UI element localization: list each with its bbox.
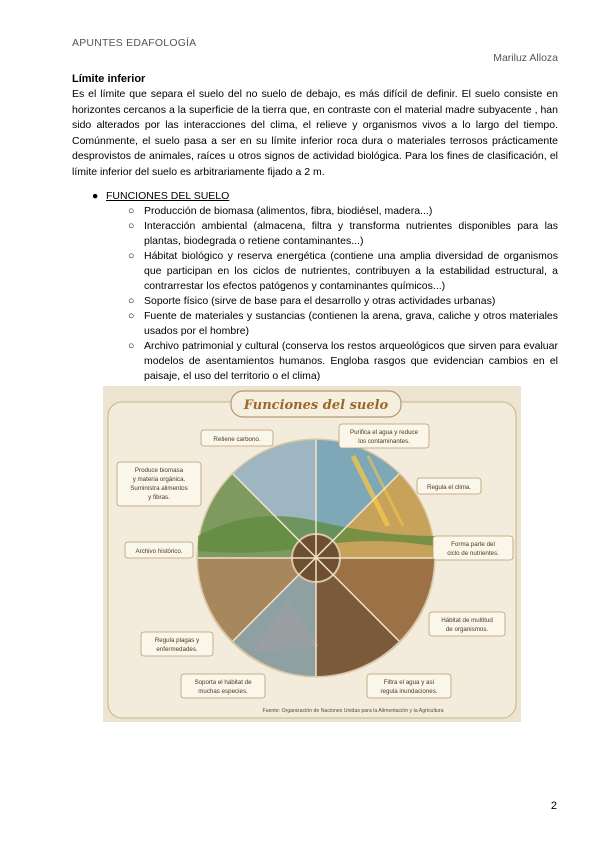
label-habitat-1: Hábitat de multitud [441, 617, 493, 624]
circle-bullet-icon: ○ [128, 220, 135, 232]
soil-wheel [198, 440, 434, 676]
label-plagas-1: Regula plagas y [154, 637, 200, 644]
label-filtra-1: Filtra el agua y así [383, 679, 435, 686]
list-item-text: Interacción ambiental (almacena, filtra y transforma nutrientes disponibles para las plantas, biodegrada o retiene contaminantes...) [144, 220, 558, 247]
label-plagas-2: enfermedades. [156, 646, 198, 653]
circle-bullet-icon: ○ [128, 205, 135, 217]
section-paragraph: Es el límite que separa el suelo del no suelo de debajo, es más difícil de definir. El suelo consiste en horizontes cercanos a la superficie de la tierra que, en contraste con el material madre subyacente , han sido alterados por las interacciones del clima, el relieve y organismos vivos a lo largo del tiempo. Comúnmente, el suelo pasa a ser en su límite inferior roca dura o materiales terrosos prácticamente desprovistos de animales, raíces u otros signos de actividad biológica. Para los fines de clasificación, el límite inferior del suelo es arbitrariamente fijado a 2 m. [72, 88, 558, 178]
label-ciclo-2: ciclo de nutrientes. [447, 550, 499, 557]
label-soporta-2: muchas especies. [198, 688, 248, 695]
label-produce-4: y fibras. [148, 494, 170, 501]
section-title: Límite inferior [72, 73, 146, 85]
page-number: 2 [550, 800, 557, 812]
bullet-icon: ● [92, 190, 99, 202]
soil-functions-infographic [103, 386, 521, 722]
circle-bullet-icon: ○ [128, 340, 135, 352]
list-item-text: Fuente de materiales y sustancias (contienen la arena, grava, caliche y otros materiales usados por el hombre) [144, 310, 558, 337]
list-item-text: Soporte físico (sirve de base para el desarrollo y otras actividades urbanas) [144, 295, 496, 307]
label-retiene: Retiene carbono. [213, 436, 261, 443]
circle-bullet-icon: ○ [128, 295, 135, 307]
label-purifica-1: Purifica el agua y reduce [349, 429, 419, 436]
functions-heading [92, 190, 229, 202]
label-purifica-2: los contaminantes. [358, 438, 410, 445]
list-item-text: Hábitat biológico y reserva energética (contiene una amplia diversidad de organismos que participan en los ciclos de nutrientes, contribuyen a la estabilidad estructural, a contrarrestar los efectos patógenos y contaminantes químicos...) [144, 250, 558, 292]
label-produce-1: Produce biomasa [134, 467, 184, 474]
figure-title: Funciones del suelo [243, 398, 389, 413]
functions-list [128, 204, 558, 384]
list-item [128, 204, 558, 219]
list-item [128, 309, 558, 339]
functions-heading-label: FUNCIONES DEL SUELO [106, 190, 230, 202]
circle-bullet-icon: ○ [128, 310, 135, 322]
header-title: APUNTES EDAFOLOGÍA [72, 37, 197, 49]
label-archivo: Archivo histórico. [135, 548, 183, 555]
label-filtra-2: regula inundaciones. [380, 688, 438, 695]
list-item-text: Producción de biomasa (alimentos, fibra, biodiésel, madera...) [144, 205, 433, 217]
label-soporta-1: Soporta el hábitat de [194, 679, 252, 686]
circle-bullet-icon: ○ [128, 250, 135, 262]
header-author: Mariluz Alloza [493, 52, 558, 64]
label-produce-3: Suministra alimentos [130, 485, 188, 492]
list-item [128, 219, 558, 249]
label-habitat-2: de organismos. [445, 626, 489, 633]
list-item [128, 339, 558, 384]
list-item [128, 294, 558, 309]
figure-source: Fuente: Organización de Naciones Unidas para la Alimentación y la Agricultura [262, 708, 444, 714]
list-item [128, 249, 558, 294]
label-produce-2: y materia orgánica. [132, 476, 186, 483]
list-item-text: Archivo patrimonial y cultural (conserva los restos arqueológicos que sirven para evaluar modelos de asentamientos humanos. Engloba rasgos que evidencian cambios en el paisaje, el uso del territorio o el clima) [144, 340, 558, 382]
label-regula-clima: Regula el clima. [426, 484, 472, 491]
label-ciclo-1: Forma parte del [451, 541, 495, 548]
